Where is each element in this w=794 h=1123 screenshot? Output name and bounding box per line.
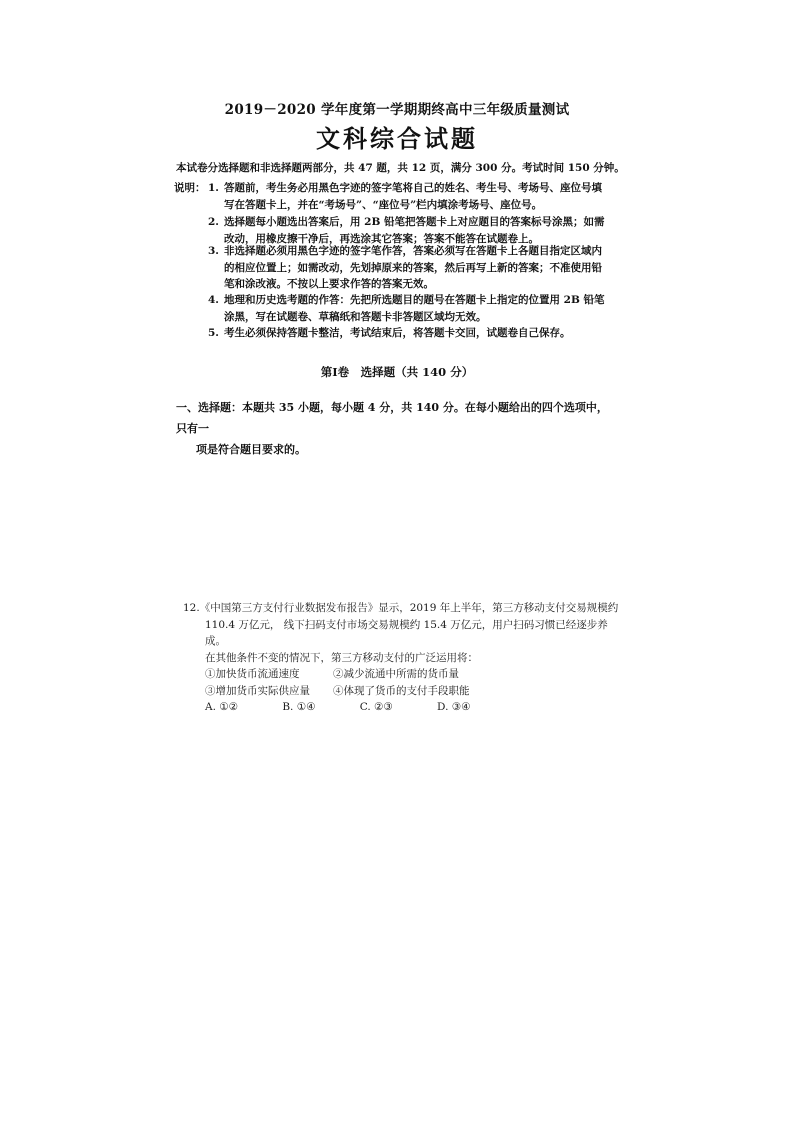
question-stem-line: 12.《中国第三方支付行业数据发布报告》显示，2019 年上半年，第三方移动支付交易规模约	[183, 602, 619, 614]
notes-label: 说明：	[174, 182, 206, 194]
question-stem-line: 在其他条件不变的情况下，第三方移动支付的广泛运用将：	[205, 651, 478, 664]
note-item	[208, 292, 624, 325]
note-line: 答题前，考生务必用黑色字迹的签字笔将自己的姓名、考生号、考场号、座位号填	[224, 182, 602, 194]
answer-choices	[205, 699, 623, 716]
note-item	[208, 243, 624, 293]
statement: ②减少流通中所需的货币量	[333, 668, 459, 680]
answer-choice: C. ②③	[359, 701, 393, 713]
note-number: 5.	[208, 327, 219, 339]
note-number: 2.	[208, 216, 219, 228]
note-line: 改动，用橡皮擦干净后，再选涂其它答案；答案不能答在试题卷上。	[224, 232, 539, 245]
statement-row	[205, 683, 623, 700]
answer-choice: A. ①②	[205, 701, 239, 713]
statement: ③增加货币实际供应量	[205, 684, 310, 697]
instruction-line: 一、选择题：本题共 35 小题，每小题 4 分，共 140 分。在每小题给出的四个选项中，只有一	[176, 401, 608, 435]
answer-choice: D. ③④	[437, 701, 471, 713]
exam-title: 2019－2020 学年度第一学期期终高中三年级质量测试	[224, 102, 570, 118]
note-line: 地理和历史选考题的作答：先把所选题目的题号在答题卡上指定的位置用 2B 铅笔	[224, 294, 605, 306]
note-line: 选择题每小题选出答案后，用 2B 铅笔把答题卡上对应题目的答案标号涂黑；如需	[224, 216, 605, 228]
note-item	[208, 180, 624, 213]
note-line: 写在答题卡上，并在“考场号”、“座位号”栏内填涂考场号、座位号。	[224, 198, 543, 211]
statement: ①加快货币流通速度	[205, 668, 300, 680]
note-line: 笔和涂改液。不按以上要求作答的答案无效。	[224, 278, 434, 290]
statement-row	[205, 666, 623, 683]
note-line: 涂黑，写在试题卷、草稿纸和答题卡非答题区域均无效。	[224, 310, 487, 323]
answer-choice: B. ①④	[282, 701, 316, 713]
instruction-line: 项是符合题目要求的。	[196, 443, 306, 456]
note-number: 3.	[208, 245, 219, 257]
note-number: 4.	[208, 294, 219, 306]
section-instruction	[176, 397, 616, 460]
subject-title: 文科综合试题	[316, 124, 478, 153]
exam-intro: 本试卷分选择题和非选择题两部分，共 47 题，共 12 页，满分 300 分。考试时间 150 分钟。	[176, 162, 625, 174]
note-line: 考生必须保持答题卡整洁，考试结束后，将答题卡交回，试题卷自己保存。	[224, 327, 571, 339]
question-stem-line: 110.4 万亿元， 线下扫码支付市场交易规模约 15.4 万亿元，用户扫码习惯已经逐步养成。	[205, 618, 608, 647]
statement: ④体现了货币的支付手段职能	[333, 684, 470, 697]
note-number: 1.	[208, 182, 219, 194]
section-heading: 第Ⅰ卷 选择题（共 140 分）	[320, 365, 474, 379]
note-line: 非选择题必须用黑色字迹的签字笔作答，答案必须写在答题卡上各题目指定区域内	[224, 245, 602, 257]
question-12	[183, 600, 623, 716]
note-line: 的相应位置上；如需改动，先划掉原来的答案，然后再写上新的答案；不准使用铅	[224, 261, 602, 274]
note-item	[208, 325, 624, 342]
